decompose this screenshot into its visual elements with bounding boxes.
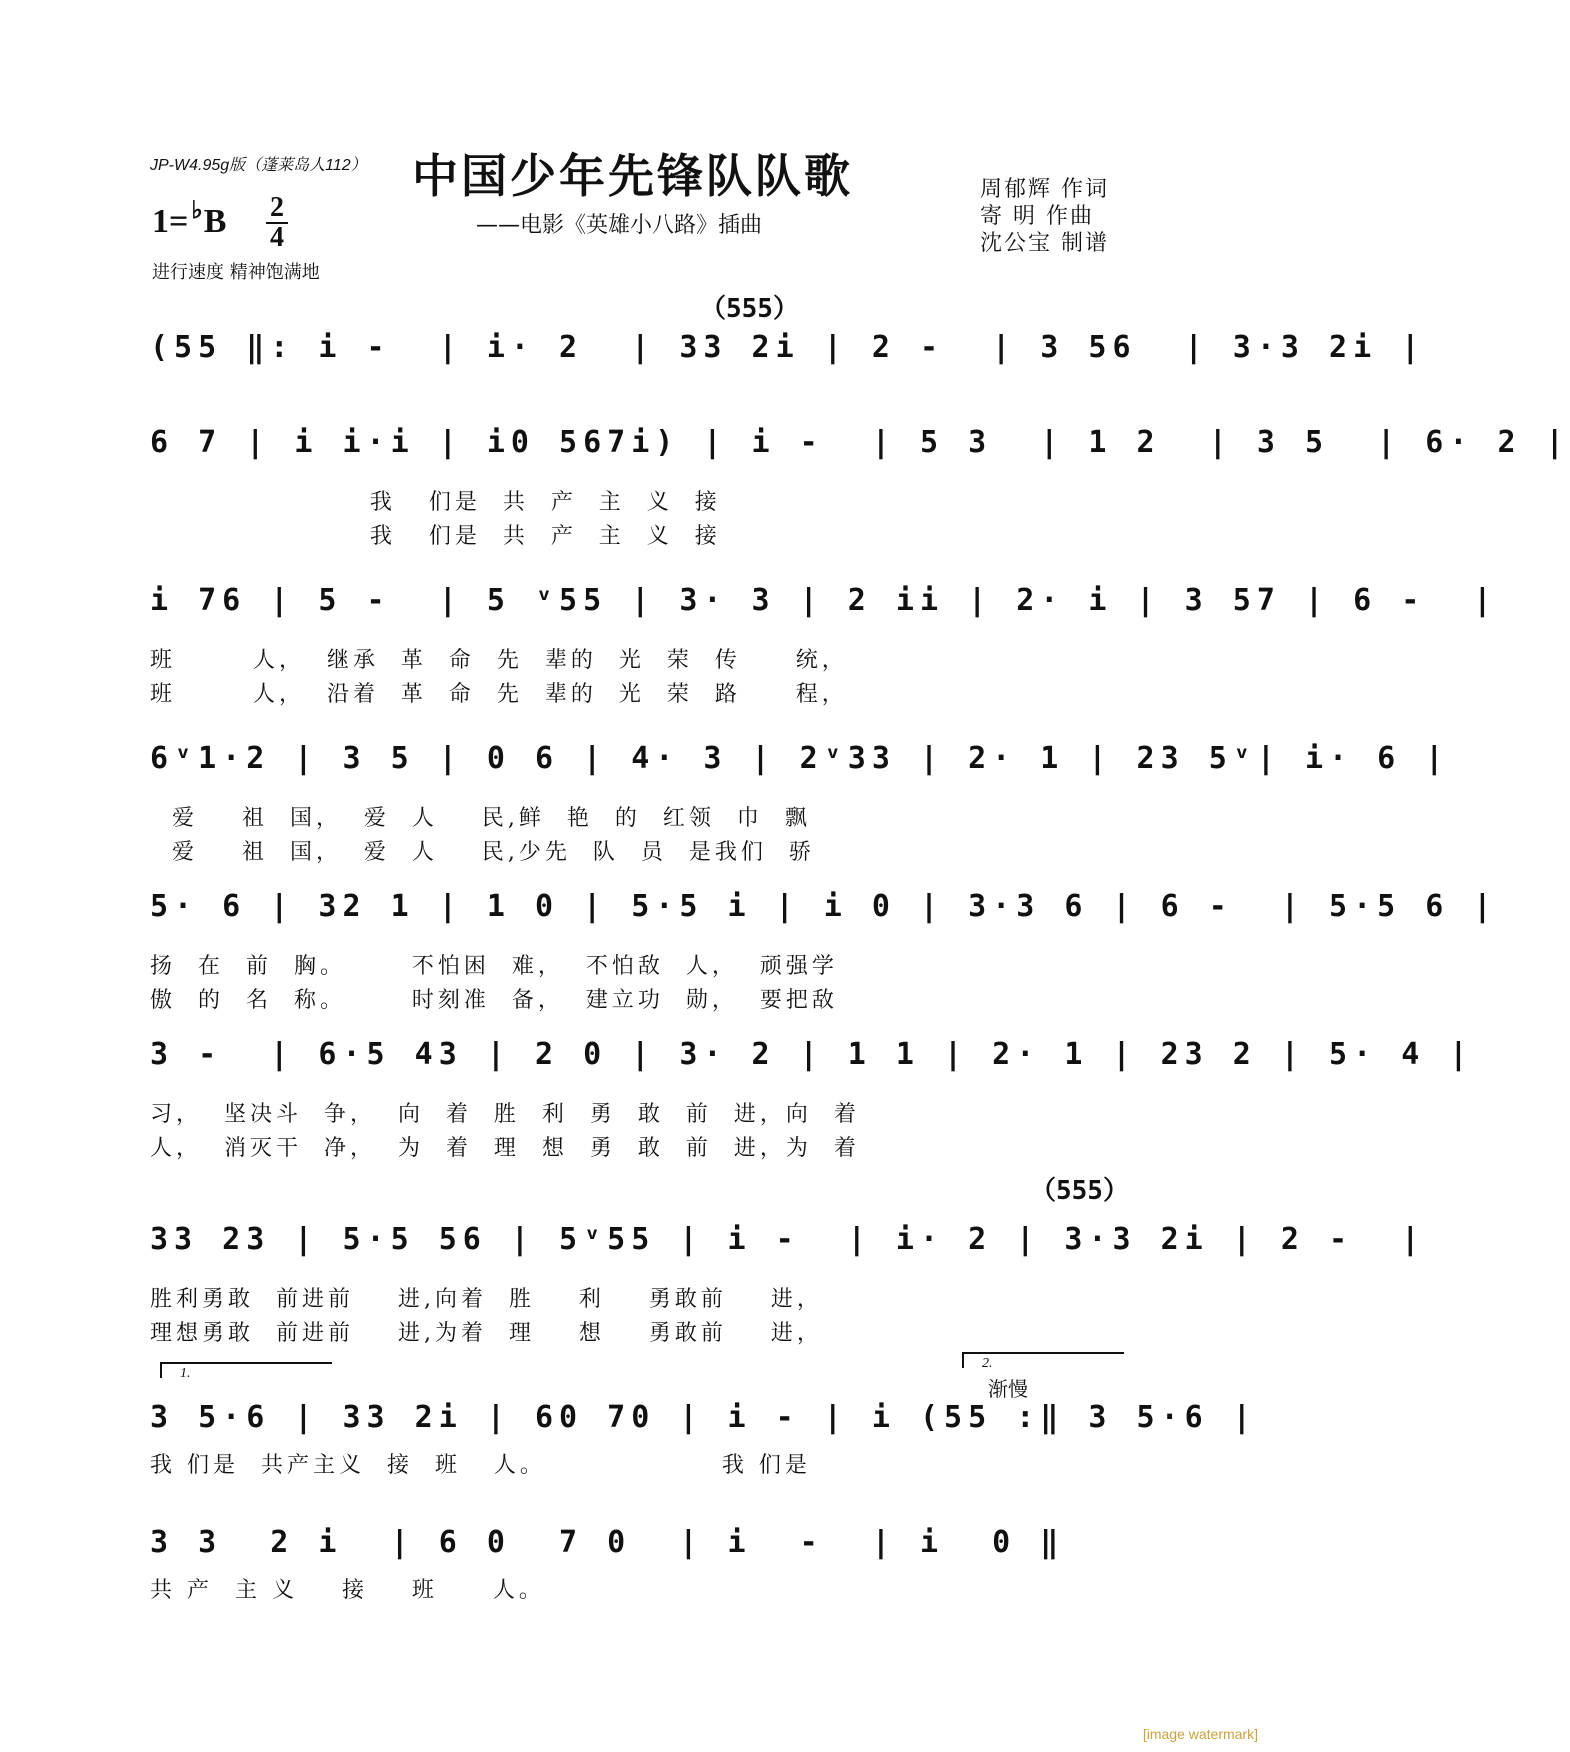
lyric-verse-2: 班 人， 沿着 革 命 先 辈的 光 荣 路 程， [150,682,848,707]
tempo-marking: 进行速度 精神饱满地 [152,262,320,283]
notation-line: 5· 6 | 32 1 | 1 0 | 5·5 i | i 0 | 3·3 6 | 6 - | 5·5 6 | [150,889,1498,924]
lyric-verse-1: 扬 在 前 胸。 不怕困 难， 不怕敌 人， 顽强学 [150,954,838,979]
song-title: 中国少年先锋队队歌 [412,149,853,203]
time-signature-top: 2 [270,192,284,223]
ritardando-marking: 渐慢 [988,1377,1028,1401]
key-note: B [203,203,227,240]
notation-line: 3 - | 6·5 43 | 2 0 | 3· 2 | 1 1 | 2· 1 | 23 2 | 5· 4 | [150,1037,1474,1072]
watermark: [image watermark] [1142,1726,1258,1742]
notation-line: 3 5·6 | 33 2i | 60 70 | i - | i (55 :‖ 3 5·6 | [150,1400,1257,1435]
key-prefix: 1= [152,203,189,240]
key-signature [152,196,226,241]
notation-line: (55 ‖: i - | i· 2 | 33 2i | 2 - | 3 56 | 3·3 2i | [150,330,1426,365]
version-label: JP-W4.95g版（蓬莱岛人112） [150,157,367,174]
time-signature [262,192,292,253]
lyric-verse-1: 我 们是 共产主义 接 班 人。 我 们是 [150,1453,811,1478]
notation-row-2 [150,425,1570,549]
lyric-verse-1: 我 们是 共 产 主 义 接 [150,490,721,515]
notation-row-3 [150,583,1498,707]
notation-row-4 [150,741,1450,865]
lyric-verse-1: 共 产 主 义 接 班 人。 [150,1578,545,1603]
lyric-verse-2: 我 们是 共 产 主 义 接 [150,524,721,549]
notation-line: 33 23 | 5·5 56 | 5ᵛ55 | i - | i· 2 | 3·3 2i | 2 - | [150,1222,1426,1257]
notation-line: 3 3 2 i | 6 0 7 0 | i - | i 0 ‖ [150,1525,1065,1560]
notation-line: 6ᵛ1·2 | 3 5 | 0 6 | 4· 3 | 2ᵛ33 | 2· 1 | 23 5ᵛ| i· 6 | [150,741,1450,776]
notation-row-5 [150,889,1498,1013]
lyric-verse-1: 胜利勇敢 前进前 进,向着 胜 利 勇敢前 进， [150,1287,823,1312]
cue-notes: （555） [1030,1176,1129,1206]
lyric-verse-1: 班 人， 继承 革 命 先 辈的 光 荣 传 统， [150,648,848,673]
composer-credit: 寄 明 作曲 [980,204,1094,229]
notation-row-8 [150,1400,1257,1520]
notation-line: 6 7 | i i·i | i0 567i) | i - | 5 3 | 1 2 | 3 5 | 6· 2 | [150,425,1570,460]
lyric-verse-1: 习， 坚决斗 争， 向 着 胜 利 勇 敢 前 进，向 着 [150,1102,860,1127]
notation-row-7 [150,1222,1426,1346]
flat-symbol: ♭ [191,198,203,224]
arranger-credit: 沈公宝 制谱 [980,231,1109,256]
notation-row-9 [150,1525,1130,1645]
lyric-verse-2: 傲 的 名 称。 时刻准 备， 建立功 勋， 要把敌 [150,988,838,1013]
lyric-verse-1: 爱 祖 国， 爱 人 民,鲜 艳 的 红领 巾 飘 [150,806,811,831]
song-subtitle: ——电影《英雄小八路》插曲 [476,213,763,238]
lyricist-credit: 周郁辉 作词 [980,177,1109,202]
lyric-verse-2: 理想勇敢 前进前 进,为着 理 想 勇敢前 进， [150,1321,823,1346]
cue-notes: （555） [700,294,799,324]
time-signature-bottom: 4 [270,222,284,253]
lyric-verse-2: 爱 祖 国， 爱 人 民,少先 队 员 是我们 骄 [150,840,815,865]
lyric-verse-2: 人， 消灭干 净， 为 着 理 想 勇 敢 前 进，为 着 [150,1136,860,1161]
first-ending-label: 1. [180,1366,191,1381]
second-ending-label: 2. [982,1356,993,1371]
notation-line: i 76 | 5 - | 5 ᵛ55 | 3· 3 | 2 ii | 2· i | 3 57 | 6 - | [150,583,1498,618]
notation-row-6 [150,1037,1474,1161]
